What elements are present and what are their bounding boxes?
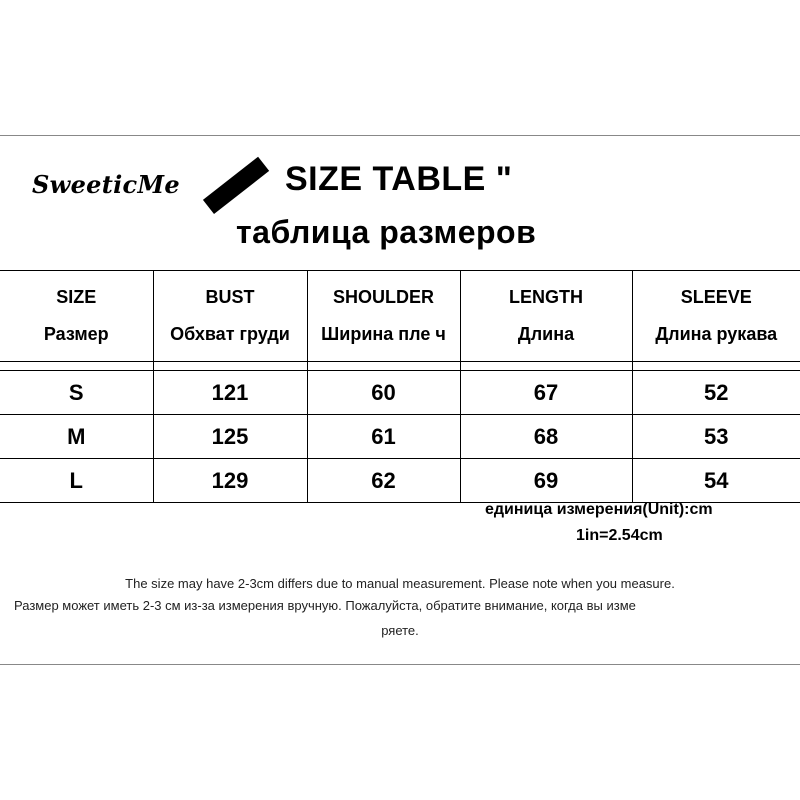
table-spacer: [0, 362, 800, 371]
measurement-note-english: The size may have 2-3cm differs due to manual measurement. Please note when you measure.: [125, 576, 675, 591]
brand-logo: SweeticMe: [32, 170, 180, 199]
cell-sleeve: 52: [632, 371, 800, 415]
conversion-label: 1in=2.54cm: [576, 527, 663, 544]
cell-bust: 121: [153, 371, 307, 415]
measurement-note-russian: Размер может иметь 2-3 см из-за измерения вручную. Пожалуйста, обратите внимание, когда вы изме: [14, 598, 636, 613]
table-header-row: [0, 271, 800, 362]
cell-length: 67: [460, 371, 632, 415]
cell-sleeve: 54: [632, 459, 800, 503]
header-length: LENGTH Длина: [460, 271, 632, 362]
header-shoulder: SHOULDER Ширина пле ч: [307, 271, 460, 362]
cell-shoulder: 61: [307, 415, 460, 459]
cell-length: 68: [460, 415, 632, 459]
cell-bust: 125: [153, 415, 307, 459]
table-row: [0, 459, 800, 503]
cell-size: M: [0, 415, 153, 459]
cell-size: S: [0, 371, 153, 415]
decorative-slash: [203, 157, 269, 214]
unit-label: единица измерения(Unit):cm: [485, 501, 713, 518]
size-table: [0, 270, 800, 503]
cell-shoulder: 62: [307, 459, 460, 503]
title-english: SIZE TABLE ": [285, 160, 513, 198]
cell-bust: 129: [153, 459, 307, 503]
cell-sleeve: 53: [632, 415, 800, 459]
table-row: [0, 415, 800, 459]
header-size: SIZE Размер: [0, 271, 153, 362]
header-sleeve: SLEEVE Длина рукава: [632, 271, 800, 362]
cell-length: 69: [460, 459, 632, 503]
header-bust: BUST Обхват груди: [153, 271, 307, 362]
title-russian: таблица размеров: [236, 214, 537, 250]
table-row: [0, 371, 800, 415]
measurement-note-russian-continued: ряете.: [381, 623, 419, 638]
cell-size: L: [0, 459, 153, 503]
cell-shoulder: 60: [307, 371, 460, 415]
size-chart: [0, 135, 800, 665]
